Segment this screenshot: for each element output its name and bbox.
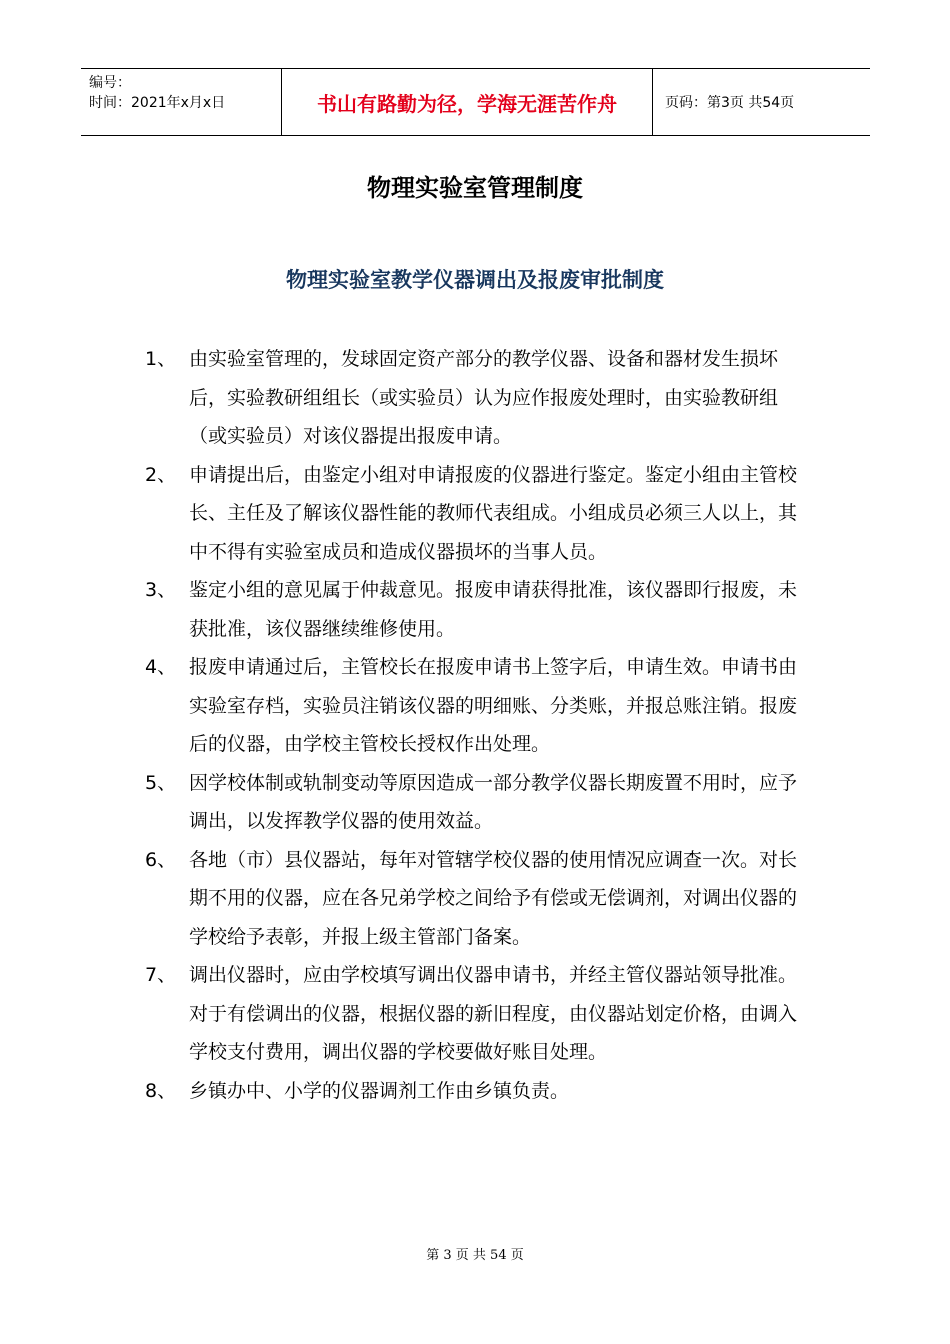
header-meta <box>81 69 281 135</box>
item-text: 鉴定小组的意见属于仲裁意见。报废申请获得批准，该仪器即行报废，未获批准，该仪器继续维修使用。 <box>189 579 798 640</box>
list-item <box>145 648 815 764</box>
item-number: 8、 <box>145 1079 177 1102</box>
section-title: 物理实验室教学仪器调出及报废审批制度 <box>286 268 664 292</box>
item-number: 2、 <box>145 463 177 486</box>
item-number: 3、 <box>145 579 177 601</box>
item-number: 6、 <box>145 848 177 871</box>
item-text: 乡镇办中、小学的仪器调剂工作由乡镇负责。 <box>189 1079 570 1102</box>
item-text: 因学校体制或轨制变动等原因造成一部分教学仪器长期废置不用时，应予调出，以发挥教学仪器的使用效益。 <box>189 771 798 832</box>
list-item <box>145 841 815 957</box>
list-item <box>145 1072 815 1111</box>
document-title: 物理实验室管理制度 <box>367 174 583 202</box>
item-text: 申请提出后，由鉴定小组对申请报废的仪器进行鉴定。鉴定小组由主管校长、主任及了解该仪器性能的教师代表组成。小组成员必须三人以上，其中不得有实验室成员和造成仪器损坏的当事人员。 <box>189 463 798 563</box>
list-item <box>145 340 815 456</box>
item-text: 调出仪器时，应由学校填写调出仪器申请书，并经主管仪器站领导批准。对于有偿调出的仪器，根据仪器的新旧程度，由仪器站划定价格，由调入学校支付费用，调出仪器的学校要做好账目处理。 <box>189 964 798 1063</box>
time-label: 时间：2021年x月x日 <box>89 95 226 111</box>
page-footer: 第 3 页 共 54 页 <box>426 1248 524 1263</box>
list-item <box>145 956 815 1072</box>
item-number: 5、 <box>145 771 177 794</box>
item-number: 4、 <box>145 656 177 678</box>
header-motto: 书山有路勤为径，学海无涯苦作舟 <box>281 69 653 135</box>
page-header <box>81 68 870 136</box>
header-page-number: 页码：第3页 共54页 <box>665 95 795 111</box>
item-number: 1、 <box>145 348 177 370</box>
item-text: 由实验室管理的，发球固定资产部分的教学仪器、设备和器材发生损坏后，实验教研组组长（或实验员）认为应作报废处理时，由实验教研组（或实验员）对该仪器提出报废申请。 <box>189 348 779 447</box>
list-item <box>145 456 815 572</box>
item-text: 报废申请通过后，主管校长在报废申请书上签字后，申请生效。申请书由实验室存档，实验员注销该仪器的明细账、分类账，并报总账注销。报废后的仪器，由学校主管校长授权作出处理。 <box>189 656 798 755</box>
list-item <box>145 571 815 648</box>
item-number: 7、 <box>145 964 177 986</box>
item-text: 各地（市）县仪器站，每年对管辖学校仪器的使用情况应调查一次。对长期不用的仪器，应在各兄弟学校之间给予有偿或无偿调剂，对调出仪器的学校给予表彰，并报上级主管部门备案。 <box>189 848 798 948</box>
code-label: 编号： <box>89 75 131 91</box>
rule-list <box>145 340 815 1110</box>
list-item <box>145 764 815 841</box>
